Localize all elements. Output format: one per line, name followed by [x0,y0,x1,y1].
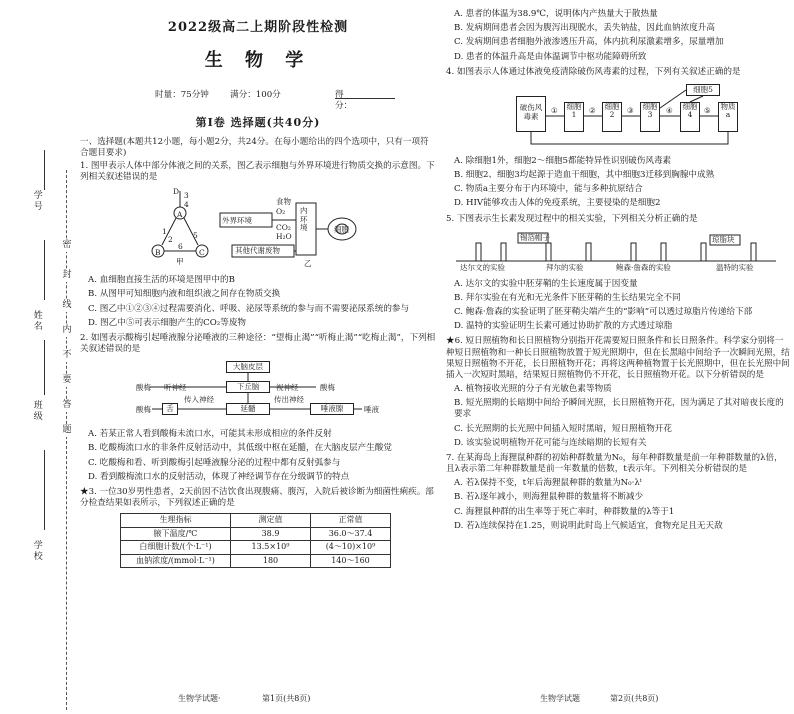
table-cell: 140～160 [311,554,391,567]
q2-stem: 2. 如图表示酸梅引起唾液腺分泌唾液的三种途径：“望梅止渴”“听梅止渴”“吃梅止渴”，下列相关叙述错误的是 [80,332,436,355]
fig-medulla: 延髓 [226,403,270,415]
table-cell: (4～10)×10⁹ [311,541,391,554]
fig-m5: ⑤ [704,105,711,115]
table-cell: 血钠浓度/(mmol·L⁻¹) [121,554,231,567]
fig-h2o: H₂O [276,232,292,242]
seal-char: 封 [60,270,74,282]
q1-option-d: D. 图乙中⑤可表示细胞产生的CO₂等废物 [88,317,247,328]
full-score: 满分：100分 [230,90,281,101]
fig-c1: 细胞1 [564,102,584,132]
fig-waste: 其他代谢废物 [235,246,280,256]
left-column [80,6,436,568]
q6-option-d: D. 该实验说明植物开花可能与连续暗期的长短有关 [454,437,647,448]
q1-stem: 1. 图甲表示人体中部分体液之间的关系，图乙表示细胞与外界环境进行物质交换的示意图。下列相关叙述错误的是 [80,160,435,183]
q3-option-c: C. 发病期间患者细胞外液渗透压升高，体内抗利尿激素增多，尿量增加 [454,37,724,48]
fig-sight: 视神经 [276,383,299,393]
fig-n3: 3 [184,191,189,201]
q5-option-a: A. 达尔文的实验中胚芽鞘的生长速度属于因变量 [454,278,638,289]
q3-stem: ★3. 一位30岁男性患者，2天前因不洁饮食出现腹痛、腹泻，入院后被诊断为细菌性痢疾。部分检查结果如表所示，下列叙述正确的是 [80,486,434,509]
fig-secrete: 唾液 [364,405,379,415]
q7-option-d: D. 若λ连续保持在1.25，则说明此时岛上气候适宜，食物充足且无天敌 [454,520,723,531]
fig-m1: ① [551,105,558,115]
q7-option-a: A. 若λ保持不变，t年后海狸鼠种群的数量为N₀·λᵗ [454,478,642,489]
fig-efferent: 传出神经 [274,395,304,405]
table-header: 测定值 [231,514,311,527]
q2-arrows [80,359,436,425]
seal-char: 答 [60,400,74,412]
instructions: 一、选择题(本题共12小题，每小题2分，共24分。在每小题给出的四个选项中，只有一项符合题目要求) [80,136,429,158]
fig-e1: 达尔文的实验 [460,262,505,272]
class-label: 班级 [31,400,42,422]
q4-option-a: A. 除细胞1外，细胞2～细胞5都能特异性识别破伤风毒素 [454,155,672,166]
q1-option-c: C. 图乙中①②③④过程需要消化、呼吸、泌尿等系统的参与而不需要泌尿系统的参与 [88,303,410,314]
fig-c: C [199,248,205,258]
table-cell: 180 [231,554,311,567]
fig-c5: 细胞5 [686,84,720,96]
fig-hypo: 下丘脑 [226,381,270,393]
name-label: 姓名 [31,310,42,332]
table-header: 正常值 [311,514,391,527]
fig-co2: CO₂ [276,223,291,233]
q4-figure [446,82,790,152]
q6-option-a: A. 植物接收光照的分子有光敏色素等物质 [454,384,612,395]
fig-afferent: 传入神经 [184,395,214,405]
table-row [121,541,391,554]
seal-char: 不 [60,350,74,362]
q5-figure [446,229,790,275]
q2-option-c: C. 吃酸梅和看、听到酸梅引起唾液腺分泌的过程中都有反射弧参与 [88,457,341,468]
fig-sour1: 酸梅 [136,383,151,393]
fig-yi: 乙 [304,259,312,269]
q3-option-b: B. 发病期间患者会因为腹泻出现脱水，丢失钠盐，因此血钠浓度升高 [454,23,715,34]
fig-n5: 5 [193,231,198,241]
q5-option-d: D. 温特的实验证明生长素可通过协助扩散的方式透过琼脂 [454,321,673,332]
fig-e4: 温特的实验 [716,262,754,272]
q1-figure [80,187,436,271]
q4-arrows [446,82,790,152]
name-blank[interactable] [44,240,45,300]
fig-cell: 细胞 [334,225,349,235]
fig-outside: 外界环境 [222,216,252,226]
q3-option-a: A. 患者的体温为38.9℃，说明体内产热量大于散热量 [454,9,658,19]
q4-stem: 4. 如图表示人体通过体液免疫清除破伤风毒素的过程，下列有关叙述正确的是 [446,66,741,77]
seal-char: 要 [60,375,74,387]
q6-option-b: B. 短光照期的长暗期中间给予瞬间光照，长日照植物开花，因为满足了其对暗夜长度的要求 [454,398,784,420]
seal-char: 题 [60,425,74,437]
q4-option-d: D. HIV能够攻击人体的免疫系统，主要侵染的是细胞2 [454,198,661,209]
school-blank[interactable] [44,450,45,530]
q7-option-c: C. 海狸鼠种群的出生率等于死亡率时，种群数量的λ等于1 [454,506,675,517]
q2-option-a: A. 若某正常人看到酸梅未流口水，可能其未形成相应的条件反射 [88,429,332,440]
fig-m2: ② [589,105,596,115]
q1-diagram [80,187,436,271]
q5-stem: 5. 下图表示生长素发现过程中的相关实验，下列相关分析正确的是 [446,213,698,224]
q3-table [120,513,391,568]
q5-option-b: B. 拜尔实验在有光和无光条件下胚芽鞘的生长结果完全不同 [454,292,681,303]
exam-title: 2022级高二上期阶段性检测 [167,20,349,35]
fig-hear: 听神经 [164,383,187,393]
q6-option-c: C. 长光照期的长光照中间插入短时黑暗，短日照植物开花 [454,423,672,434]
footer-right-name: 生物学试题 [540,694,580,703]
fig-a: A [177,210,183,220]
footer-left-page: 第1页(共8页) [262,694,311,703]
fig-n6: 6 [178,242,183,252]
fig-inner: 内环境 [300,206,308,232]
fig-n2: 2 [168,235,173,245]
fig-m3: ③ [627,105,634,115]
table-row [121,527,391,540]
table-cell: 腋下温度/℃ [121,527,231,540]
q2-option-d: D. 看到酸梅流口水的反射活动，体现了神经调节存在分级调节的特点 [88,471,350,482]
right-column [446,6,790,532]
seal-char: 密 [60,240,74,252]
seal-char: 线 [60,300,74,312]
fig-b: B [155,248,161,258]
fig-c4: 细胞4 [680,102,700,132]
q2-option-b: B. 吃酸梅流口水的非条件反射活动中，其低级中枢在延髓，在大脑皮层产生酸觉 [88,443,392,454]
fig-toxin: 破伤风毒素 [516,96,546,132]
table-cell: 13.5×10⁹ [231,541,311,554]
fig-d: D [173,187,180,197]
score-label: 得分： [335,90,353,112]
table-cell: 36.0～37.4 [311,527,391,540]
time-limit: 时量：75分钟 [155,90,209,101]
seal-char: 内 [60,325,74,337]
q5-option-c: C. 鲍森·詹森的实验证明了胚芽鞘尖端产生的“影响”可以透过琼脂片传递给下部 [454,307,753,318]
fig-tongue: 舌 [162,403,178,415]
fig-sour2: 酸梅 [320,383,335,393]
table-cell: 38.9 [231,527,311,540]
q1-option-b: B. 从图甲可知细胞内液和组织液之间存在物质交换 [88,289,281,300]
fig-n1: 1 [162,227,167,237]
fig-jia: 甲 [176,257,184,267]
fig-c2: 细胞2 [602,102,622,132]
id-blank[interactable] [44,150,45,190]
table-row [121,554,391,567]
exam-meta [80,90,436,112]
table-header: 生理指标 [121,514,231,527]
fig-e3: 鲍森·詹森的实验 [616,262,671,272]
fig-saliva: 唾液腺 [310,403,354,415]
fig-food: 食物 [276,197,291,207]
fig-n4: 4 [184,200,189,210]
score-blank[interactable] [335,90,395,99]
footer-right-page: 第2页(共8页) [610,694,659,703]
fig-cortex: 大脑皮层 [226,361,270,373]
table-cell: 白细胞计数/(个·L⁻¹) [121,541,231,554]
q4-option-b: B. 细胞2、细胞3均起源于造血干细胞，其中细胞3迁移到胸腺中成熟 [454,170,715,181]
id-label: 学号 [31,190,42,212]
fig-sour3: 酸梅 [136,405,151,415]
footer-left-name: 生物学试题· [178,694,221,703]
fig-agar: 琼脂块 [712,234,735,244]
fig-e2: 拜尔的实验 [546,262,584,272]
table-header-row [121,514,391,527]
q7-option-b: B. 若λ逐年减小，则海狸鼠种群的数量将不断减少 [454,492,644,503]
fig-mica: 锡箔帽子 [520,232,550,242]
fig-sub: 物质a [718,102,738,132]
q2-figure [80,359,436,425]
fig-c3: 细胞3 [640,102,660,132]
fig-m4: ④ [666,105,673,115]
class-blank[interactable] [44,340,45,395]
q6-stem: ★6. 短日照植物和长日照植物分别指开花需要短日照条件和长日照条件。科学家分别将一种短日照植物和一种长日照植物放置于短光照期中，但在长黑暗中间给予一次瞬间光照，结果短日照植物不开花，长日照植物开花；再将这两种植物置于长光照期中，但在长光照中间插入一次短时黑暗，结果短日照植物仍不开花，长日照植物开花。以下分析错误的是 [446,336,790,380]
binding-strip [0,0,72,714]
fig-o2: O₂ [276,207,286,217]
q7-stem: 7. 在某海岛上海狸鼠种群的初始种群数量为N₀，每年种群数量是前一年种群数量的λ倍，且λ表示第二年种群数量是前一年数量的倍数，t表示年。下列相关分析错误的是 [446,452,783,475]
subject-title: 生 物 学 [204,49,312,71]
q1-option-a: A. 血细胞直接生活的环境是图甲中的B [88,275,235,286]
part1-title: 第Ⅰ卷 选择题(共40分) [195,116,321,130]
q4-option-c: C. 物质a主要分布于内环境中，能与多种抗原结合 [454,184,643,195]
school-label: 学校 [31,540,42,562]
q3-option-d: D. 患者的体温升高是由体温调节中枢功能障碍所致 [454,51,647,62]
